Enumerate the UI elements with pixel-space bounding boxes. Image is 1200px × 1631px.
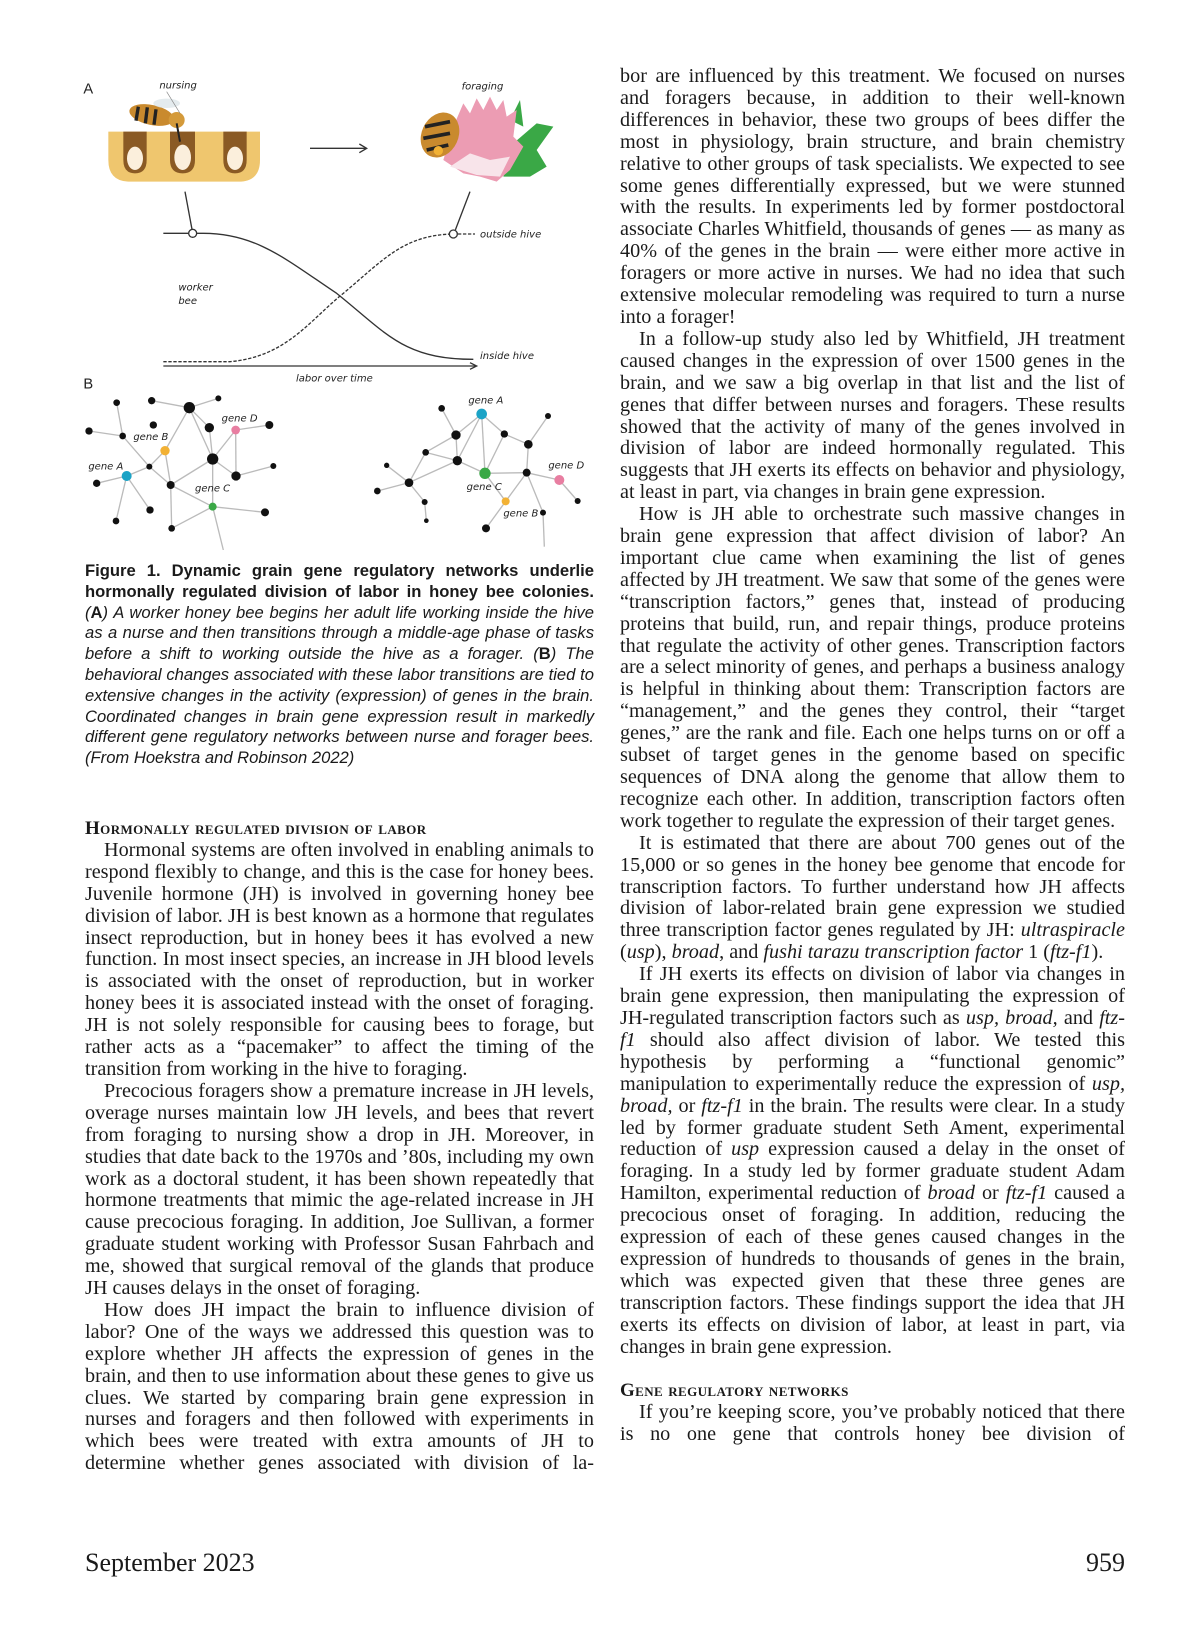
- italic-text: broad: [671, 941, 720, 964]
- network-edge: [485, 473, 527, 474]
- network-node: [405, 478, 414, 487]
- left-column: [85, 818, 594, 1475]
- network-node: [575, 498, 581, 504]
- network-edge: [527, 473, 543, 513]
- inside-hive-label: inside hive: [480, 351, 534, 362]
- text-run: If JH exerts its effects on division of labor via changes in brain gene expression, then manipulating the expression of JH-regulated transcription factors such as: [620, 963, 1125, 1029]
- network-edge: [485, 434, 504, 473]
- outside-hive-label: outside hive: [480, 229, 542, 241]
- right-gene-b-label: gene B: [503, 508, 539, 520]
- left-gene-a-label: gene A: [88, 461, 124, 473]
- figure-caption: [85, 561, 594, 769]
- network-edge: [236, 466, 273, 476]
- network-node: [93, 480, 100, 487]
- text-run: In a follow-up study also led by Whitfield, JH treatment caused changes in the expression of over 1500 genes in the brain, and we saw a big overlap in that list and the list of genes that differ between nurses and foragers. These results showed that the activity of many of the genes involved in division of labor are indeed hormonally regulated. This suggests that JH exerts its effects on behavior and physiology, at least in part, via changes in brain gene expression.: [620, 327, 1125, 504]
- network-edge: [457, 414, 481, 461]
- footer-date: September 2023: [85, 1548, 255, 1577]
- figure-illustration: [70, 60, 590, 550]
- text-run: Precocious foragers show a premature increase in JH levels, overage nurses maintain low JH levels, and bees that revert from foraging to nursing show a drop in JH. Moreover, in studies that date back to the 1970s and ’80s, including my own work as a doctoral student, it has been shown repeatedly that hormone treatments that mimic the age-related increase in JH cause precocious foraging. In addition, Joe Sullivan, a former graduate student working with Professor Susan Fahrbach and me, showed that surgical removal of the glands that produce JH causes delays in the onset of foraging.: [85, 1079, 594, 1300]
- network-edge: [236, 425, 270, 430]
- network-node: [482, 524, 490, 532]
- network-edge: [377, 483, 409, 491]
- labor-over-time-label: labor over time: [296, 373, 373, 385]
- panel-a-label: A: [83, 81, 94, 98]
- network-edge: [213, 507, 265, 513]
- paragraph: [85, 840, 594, 1081]
- caption-italic-text: ) A worker honey bee begins her adult life working inside the hive as a nurse and then transitions through a middle-age phase of tasks before a shift to working outside the hive as a forager. (: [85, 602, 594, 664]
- section-heading-gene-networks: Gene regulatory networks: [620, 1380, 849, 1402]
- worker-label: worker: [178, 282, 213, 294]
- paragraph: [620, 833, 1125, 964]
- paragraph: [620, 964, 1125, 1358]
- network-node: [453, 456, 462, 465]
- network-edge: [127, 476, 150, 510]
- forager-gene-network: [374, 405, 581, 547]
- text-run: How does JH impact the brain to influence division of labor? One of the ways we addressed this question was to explore whether JH affects the expression of genes in the brain, and then to use information about these genes to give us clues. We started by comparing brain gene expression in nurses and foragers and then followed with experiments in which bees were treated with extra amounts of JH to determine whether genes associated with division of la-: [85, 1298, 594, 1475]
- text-run: If you’re keeping score, you’ve probably noticed that there is no one gene that controls honey bee division of: [620, 1401, 1125, 1446]
- network-edge: [409, 461, 457, 483]
- text-run: ).: [1091, 941, 1104, 964]
- text-run: ),: [654, 941, 672, 964]
- text-run: bor are influenced by this treatment. We focused on nurses and foragers because, in addition to their well-known differences in behavior, these two groups of bees differ the most in physiology, brain structure, and brain chemistry relative to other groups of task specialists. We expected to see some genes differentially expressed, but we were stunned with the results. In experiments led by former postdoctoral associate Charles Whitfield, thousands of genes — as many as 40% of the genes in the brain — were either more active in foragers or more active in nurses. We had no idea that such extensive molecular remodeling was required to turn a nurse into a forager!: [620, 65, 1125, 328]
- page-number: 959: [1086, 1548, 1125, 1577]
- network-node: [451, 430, 460, 439]
- network-node: [119, 433, 126, 440]
- italic-text: fushi tarazu transcription factor: [763, 941, 1024, 964]
- network-edge: [528, 416, 548, 444]
- network-edge: [486, 501, 506, 528]
- text-run: should also affect division of labor. We tested this hypothesis by performing a “functional genomic” manipulation to experimentally reduce the expression of: [620, 1028, 1125, 1095]
- network-node: [424, 518, 429, 523]
- caption-bold-text: A: [90, 602, 103, 622]
- network-node: [113, 518, 120, 525]
- text-run: , and: [719, 941, 764, 964]
- network-node: [374, 488, 381, 495]
- network-node: [150, 421, 157, 428]
- gene-b-node: [502, 497, 510, 505]
- network-edge: [165, 408, 189, 451]
- nursing-label: nursing: [159, 80, 197, 92]
- paragraph: [620, 66, 1125, 329]
- network-edge: [506, 473, 527, 502]
- arrow-icon: [310, 144, 367, 153]
- gene-c-node: [209, 503, 217, 511]
- gene-b-node: [160, 446, 169, 455]
- honeycomb-illustration: [108, 132, 260, 182]
- network-node: [146, 506, 153, 513]
- network-node: [501, 430, 508, 437]
- text-run: 1 (: [1023, 941, 1050, 964]
- caption-bold-text: Figure 1. Dynamic grain gene regulatory networks underlie hormonally regulated division of labor in honey bee colonies.: [85, 561, 594, 601]
- network-edge: [527, 473, 560, 480]
- left-gene-d-label: gene D: [221, 413, 258, 425]
- text-run: How is JH able to orchestrate such massive changes in brain gene expression that affect division of labor? An important clue came when examining the list of genes affected by JH treatment. We saw that some of the genes were “transcription factors,” genes that, instead of producing proteins that build, run, and repair things, produce proteins that regulate the activity of other genes. Transcription factors are a select minority of genes, and perhaps a business analogy is helpful in thinking about them: Transcription factors are “management,” and the genes they control, their “target genes,” are the rank and file. Each one helps turns on or off a subset of target genes in the genome based on specific sequences of DNA along the genome that allow them to recognize each other. In addition, transcription factors often work together to regulate the expression of their target genes.: [620, 503, 1125, 832]
- network-node: [205, 423, 214, 432]
- network-node: [545, 413, 551, 419]
- network-node: [261, 508, 269, 516]
- network-edge: [117, 403, 123, 436]
- network-node: [384, 463, 389, 468]
- network-edge: [172, 507, 213, 529]
- network-node: [148, 397, 155, 404]
- network-edge: [171, 459, 213, 485]
- gene-d-node: [231, 426, 240, 435]
- text-run: (: [620, 941, 627, 964]
- network-edge: [426, 452, 458, 460]
- network-edge: [409, 452, 426, 482]
- paragraph: [620, 1402, 1125, 1446]
- network-node: [270, 463, 276, 469]
- network-node: [540, 510, 546, 516]
- paragraph: [85, 1300, 594, 1475]
- network-node: [146, 464, 152, 470]
- text-run: It is estimated that there are about 700 genes out of the 15,000 or so genes in the honey bee genome that encode for transcription factors. To further understand how JH affects division of labor-related brain gene expression we studied three transcription factor genes regulated by JH:: [620, 831, 1125, 942]
- network-node: [207, 453, 218, 464]
- network-edge: [426, 435, 456, 452]
- network-edge: [89, 431, 123, 436]
- network-node: [167, 481, 175, 489]
- bee-label: bee: [178, 296, 197, 307]
- network-edge: [213, 507, 224, 550]
- network-node: [523, 469, 531, 477]
- italic-text: ultraspiracle: [1020, 919, 1125, 942]
- figure-1: [70, 60, 590, 550]
- network-node: [184, 402, 195, 413]
- left-gene-c-label: gene C: [195, 483, 231, 495]
- caption-bold-text: B: [538, 644, 551, 664]
- italic-text: broad: [927, 1182, 975, 1205]
- left-gene-b-label: gene B: [133, 432, 169, 443]
- italic-text: usp: [731, 1138, 760, 1161]
- italic-text: usp, broad,: [620, 1072, 1125, 1117]
- right-column: [620, 66, 1125, 1446]
- caption-italic-text: (: [85, 602, 91, 622]
- network-node: [85, 427, 92, 434]
- labor-transition-curves: [163, 192, 476, 370]
- text-run: and: [1057, 1006, 1100, 1029]
- network-node: [524, 440, 533, 449]
- text-run: expression caused a delay in the onset of foraging. In a study led by former graduate student Adam Hamilton, experimental reduction of: [620, 1138, 1125, 1205]
- italic-text: ftz-f1: [1005, 1182, 1048, 1205]
- network-node: [215, 395, 221, 401]
- network-edge: [116, 476, 127, 521]
- right-gene-c-label: gene C: [466, 482, 502, 493]
- network-node: [168, 525, 175, 532]
- network-node: [422, 499, 428, 505]
- gene-a-node: [122, 471, 132, 481]
- text-run: or: [975, 1182, 1006, 1205]
- network-edge: [165, 451, 171, 485]
- italic-text: ftz-f1: [620, 1006, 1125, 1051]
- network-node: [422, 449, 429, 456]
- paragraph: [85, 1081, 594, 1300]
- outside-hive-curve: [163, 234, 475, 362]
- paragraph: [620, 504, 1125, 833]
- network-edge: [482, 414, 485, 473]
- gene-a-node: [476, 409, 487, 420]
- network-node: [231, 471, 240, 480]
- inside-hive-curve: [163, 233, 473, 359]
- right-gene-d-label: gene D: [548, 460, 585, 472]
- italic-text: ftz-f1: [701, 1094, 743, 1117]
- text-run: or: [672, 1094, 702, 1117]
- italic-text: ftz-f1: [1049, 941, 1092, 964]
- network-edge: [152, 401, 190, 408]
- text-run: Hormonal systems are often involved in enabling animals to respond flexibly to change, and this is the case for honey bees. Juvenile hormone (JH) is involved in governing honey bee division of labor. JH is best known as a hormone that regulates insect reproduction, but in honey bees it has evolved a new function. In most insect species, an increase in JH blood levels is associated with the onset of reproduction, but in worker honey bees it is associated instead with the onset of foraging. JH is not solely responsible for causing bees to forage, but rather acts as a “pacemaker” to affect the timing of the transition from working in the hive to foraging.: [85, 838, 594, 1080]
- italic-text: usp: [626, 941, 655, 964]
- network-node: [265, 421, 273, 429]
- forager-flower-illustration: [414, 97, 554, 182]
- gene-d-node: [554, 475, 564, 485]
- text-run: caused a precocious onset of foraging. In addition, reducing the expression of each of these genes caused changes in the expression of hundreds to thousands of genes in the brain, which was expected given that these three genes are transcription factors. These findings support the idea that JH exerts its effects on division of labor, at least in part, via changes in brain gene expression.: [620, 1182, 1125, 1358]
- section-heading-hormonal: Hormonally regulated division of labor: [85, 818, 427, 839]
- network-node: [113, 399, 120, 406]
- network-edge: [543, 513, 544, 547]
- caption-italic-text: ) The behavioral changes associated with these labor transitions are tied to extensive changes in the activity (expression) of genes in the brain. Coordinated changes in brain gene expression result in markedly different gene regulatory networks between nurse and forager bees. (From Hoekstra and Robinson 2022): [85, 644, 595, 768]
- italic-text: usp, broad,: [965, 1006, 1058, 1029]
- gene-c-node: [479, 468, 490, 479]
- foraging-label: foraging: [461, 81, 504, 93]
- panel-b-label: B: [83, 376, 94, 393]
- paragraph: [620, 329, 1125, 504]
- network-edge: [171, 485, 172, 528]
- network-node: [438, 405, 445, 412]
- text-run: in the brain. The results were clear. In a study led by former graduate student Seth Ament, experimental reduction of: [620, 1094, 1125, 1161]
- right-gene-a-label: gene A: [468, 395, 504, 407]
- network-edge: [189, 408, 212, 459]
